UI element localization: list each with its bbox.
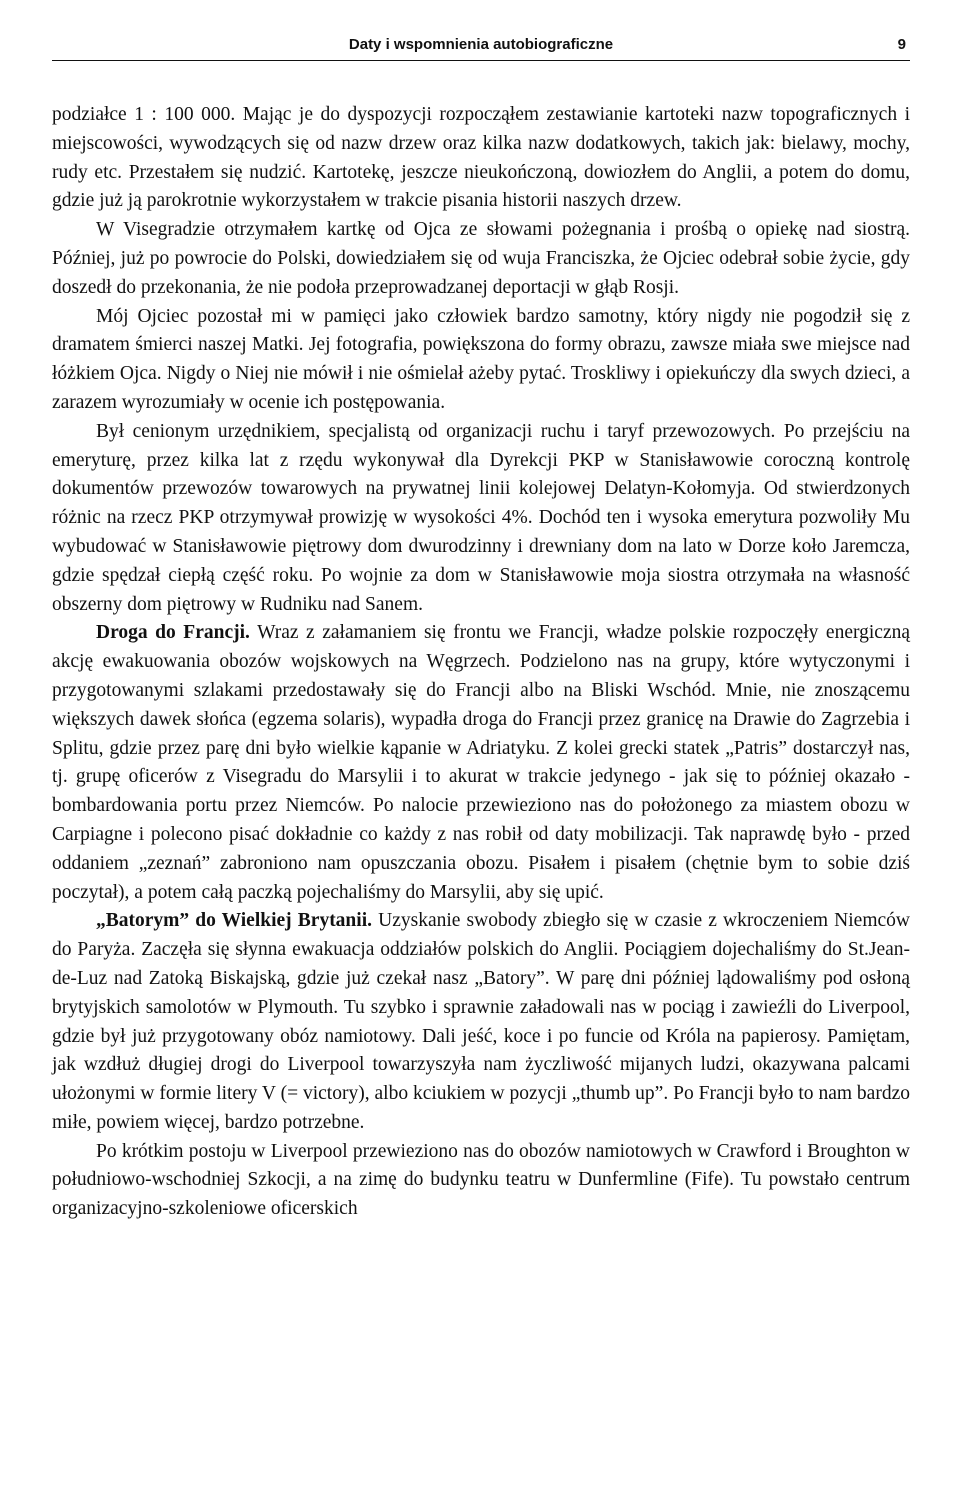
paragraph-text: W Visegradzie otrzymałem kartkę od Ojca ze słowami pożegnania i prośbą o opiekę nad siostrą. Później, już po powrocie do Polski, dowiedziałem się od wuja Franciszka, że Ojciec odebrał sobie życie, gdy doszedł do przekonania, że nie podoła przeprowadzanej deportacji w głąb Rosji.	[52, 219, 910, 298]
book-page	[52, 32, 910, 1224]
running-title: Daty i wspomnienia autobiograficzne	[348, 36, 614, 53]
paragraph-visegrad	[52, 216, 910, 302]
paragraph-text: Mój Ojciec pozostał mi w pamięci jako człowiek bardzo samotny, który nigdy nie pogodził się z dramatem śmierci naszej Matki. Jej fotografia, powiększona do formy obrazu, zawsze miała swe miejsce nad łóżkiem Ojca. Nigdy o Niej nie mówił i nie ośmielał ażeby pytać. Troskliwy i opiekuńczy dla swych dzieci, a zarazem wyrozumiały w ocenie ich postępowania.	[52, 305, 910, 413]
paragraph-urzednik	[52, 418, 910, 620]
paragraph-text: Uzyskanie swobody zbiegło się w czasie z wkroczeniem Niemców do Paryża. Zaczęła się słynna ewakuacja oddziałów polskich do Anglii. Pociągiem dojechaliśmy do St.Jean-de-Luz nad Zatoką Biskajską, gdzie już czekał nasz „Batory”. W parę dni później lądowaliśmy pod osłoną brytyjskich samolotów w Plymouth. Tu szybko i sprawnie załadowali nas w pociąg i zawieźli do Liverpool, gdzie był już przygotowany obóz namiotowy. Dali jeść, koce i po funcie od Króla na papierosy. Pamiętam, jak wzdłuż długiej drogi do Liverpool towarzyszyła nam życzliwość mijanych ludzi, okazywana palcami ułożonymi w formie litery V (= victory), albo kciukiem w pozycji „thumb up”. Po Francji było to nam bardzo miłe, powiem więcej, bardzo potrzebne.	[52, 910, 910, 1133]
running-header	[52, 32, 910, 61]
body-text	[52, 101, 910, 1224]
paragraph-text: podziałce 1 : 100 000. Mając je do dyspozycji rozpocząłem zestawianie kartoteki nazw topograficznych i miejscowości, wywodzących się od nazw drzew oraz kilka nazw dodatkowych, takich jak: bielawy, mochy, rudy etc. Przestałem się nudzić. Kartotekę, jeszcze nieukończoną, dowiozłem do Anglii, a potem do domu, gdzie już ją parokrotnie wykorzystałem w trakcie pisania historii naszych drzew.	[52, 104, 910, 212]
paragraph-batorym	[52, 907, 910, 1137]
paragraph-text: Był cenionym urzędnikiem, specjalistą od organizacji ruchu i taryf przewozowych. Po przejściu na emeryturę, przez kilka lat z rzędu wykonywał dla Dyrekcji PKP w Stanisławowie coroczną kontrolę dokumentów przewozów towarowych na prywatnej linii kolejowej Delatyn-Kołomyja. Od stwierdzonych różnic na rzecz PKP otrzymywał prowizję w wysokości 4%. Dochód ten i wysoka emerytura pozwoliły Mu wybudować w Stanisławowie piętrowy dom dwurodzinny i drewniany dom na lato w Dorze koło Jaremcza, gdzie spędzał ciepłą część roku. Po wojnie za dom w Stanisławowie moja siostra otrzymała na własność obszerny dom piętrowy w Rudniku nad Sanem.	[52, 420, 910, 615]
section-lead-heading: Droga do Francji.	[96, 622, 250, 644]
paragraph-kartoteka	[52, 101, 910, 216]
paragraph-text: Wraz z załamaniem się frontu we Francji, władze polskie rozpoczęły energiczną akcję ewakuowania obozów wojskowych na Węgrzech. Podzielono nas na grupy, które wytyczonymi i przygotowanymi szlakami przedostawały się do Francji albo na Bliski Wschód. Mnie, nie znoszącemu większych dawek słońca (egzema solaris), wypadła droga do Francji przez granicę na Drawie do Zagrzebia i Splitu, gdzie przez parę dni było wielkie kąpanie w Adriatyku. Z kolei grecki statek „Patris” dostarczył nas, tj. grupę oficerów z Visegradu do Marsylii i to akurat w trakcie jedynego - jak się to później okazało - bombardowania portu przez Niemców. Po nalocie przewieziono nas do położonego za miastem obozu w Carpiagne i polecono pisać dokładnie co każdy z nas robił od daty mobilizacji. Tak naprawdę było - przed oddaniem „zeznań” zabroniono nam opuszczania obozu. Pisałem i pisałem (chętnie bym to sobie dziś poczytał), a potem całą paczką pojechaliśmy do Marsylii, aby się upić.	[52, 622, 910, 903]
paragraph-liverpool	[52, 1138, 910, 1224]
paragraph-text: Po krótkim postoju w Liverpool przewieziono nas do obozów namiotowych w Crawford i Broughton w południowo-wschodniej Szkocji, a na zimę do budynku teatru w Dunfermline (Fife). Tu powstało centrum organizacyjno-szkoleniowe oficerskich	[52, 1140, 910, 1220]
paragraph-ojciec	[52, 303, 910, 418]
page-number: 9	[897, 36, 906, 53]
section-lead-heading: „Batorym” do Wielkiej Brytanii.	[96, 910, 372, 932]
paragraph-droga-do-francji	[52, 619, 910, 907]
